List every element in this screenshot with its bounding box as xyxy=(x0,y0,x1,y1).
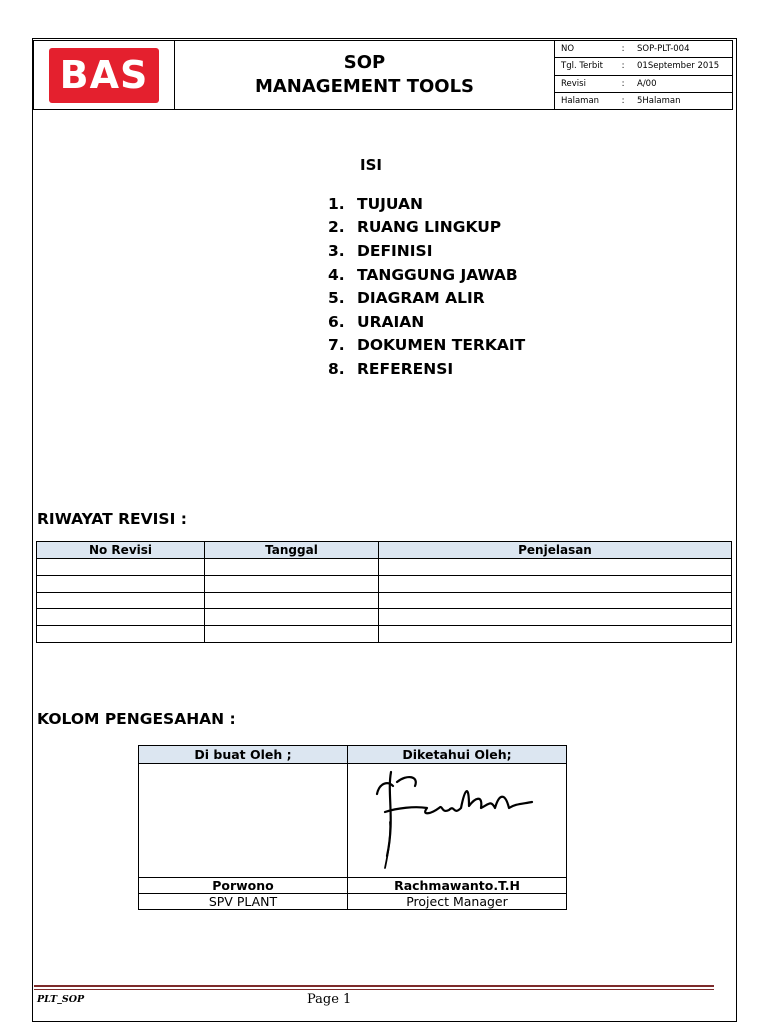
toc-item-tanggung-jawab xyxy=(328,263,525,287)
table-cell xyxy=(205,559,379,576)
table-row xyxy=(37,559,732,576)
table-cell xyxy=(205,609,379,626)
table-cell xyxy=(379,559,732,576)
page-number: Page 1 xyxy=(307,992,352,1007)
table-cell xyxy=(205,626,379,643)
column-header: No Revisi xyxy=(37,542,205,559)
meta-label: NO xyxy=(561,44,575,55)
company-logo: BAS xyxy=(49,48,159,103)
table-cell xyxy=(37,609,205,626)
table-cell xyxy=(379,626,732,643)
toc-item-tujuan xyxy=(328,192,525,216)
toc-label: REFERENSI xyxy=(357,359,454,378)
meta-label: Tgl. Terbit xyxy=(561,61,603,72)
column-header: Penjelasan xyxy=(379,542,732,559)
toc-label: DOKUMEN TERKAIT xyxy=(357,336,526,355)
creator-role: SPV PLANT xyxy=(139,894,348,910)
toc-title: ISI xyxy=(360,156,382,174)
title-line-1: SOP xyxy=(343,52,386,73)
toc-number: 5. xyxy=(328,289,345,308)
toc-number: 1. xyxy=(328,194,345,213)
table-cell xyxy=(379,575,732,592)
approval-table xyxy=(138,745,567,910)
table-cell xyxy=(205,592,379,609)
toc-item-referensi xyxy=(328,357,525,381)
toc-item-definisi xyxy=(328,239,525,263)
meta-label: Revisi xyxy=(561,78,586,89)
footer-divider xyxy=(34,985,714,990)
column-header: Diketahui Oleh; xyxy=(348,746,567,764)
footer-line xyxy=(34,985,714,987)
signature-cell xyxy=(348,764,567,878)
logo-cell xyxy=(34,41,175,109)
footer-line xyxy=(34,989,714,990)
meta-colon: : xyxy=(621,78,625,89)
toc-label: TANGGUNG JAWAB xyxy=(357,265,518,284)
table-cell xyxy=(37,575,205,592)
toc-item-uraian xyxy=(328,310,525,334)
toc-number: 8. xyxy=(328,359,345,378)
table-cell xyxy=(205,575,379,592)
meta-value: SOP-PLT-004 xyxy=(637,44,690,55)
table-row xyxy=(37,592,732,609)
document-title xyxy=(175,41,555,109)
signature-cell-empty xyxy=(139,764,348,878)
meta-row-date xyxy=(555,58,732,75)
meta-row-revision xyxy=(555,76,732,93)
toc-item-dokumen-terkait xyxy=(328,334,525,358)
approval-heading: KOLOM PENGESAHAN : xyxy=(37,710,236,728)
meta-value: A/00 xyxy=(637,78,657,89)
approver-name: Rachmawanto.T.H xyxy=(348,878,567,894)
meta-value: 01September 2015 xyxy=(637,61,720,72)
revision-table xyxy=(36,541,732,643)
toc-label: RUANG LINGKUP xyxy=(357,218,502,237)
table-row xyxy=(37,609,732,626)
name-row xyxy=(139,878,567,894)
toc-label: URAIAN xyxy=(357,312,425,331)
document-header xyxy=(33,40,733,110)
table-cell xyxy=(379,592,732,609)
toc-item-diagram-alir xyxy=(328,286,525,310)
table-header-row xyxy=(37,542,732,559)
toc-number: 6. xyxy=(328,312,345,331)
handwritten-signature xyxy=(357,764,557,874)
column-header: Tanggal xyxy=(205,542,379,559)
toc-item-ruang-lingkup xyxy=(328,216,525,240)
role-row xyxy=(139,894,567,910)
document-meta xyxy=(555,41,732,109)
toc-number: 4. xyxy=(328,265,345,284)
toc-number: 2. xyxy=(328,218,345,237)
table-header-row xyxy=(139,746,567,764)
table-cell xyxy=(37,559,205,576)
meta-value: 5Halaman xyxy=(637,95,681,106)
footer-code: PLT_SOP xyxy=(37,994,85,1005)
meta-colon: : xyxy=(621,61,625,72)
table-row xyxy=(37,626,732,643)
meta-label: Halaman xyxy=(561,95,600,106)
toc-number: 3. xyxy=(328,241,345,260)
table-cell xyxy=(379,609,732,626)
toc-number: 7. xyxy=(328,336,345,355)
table-cell xyxy=(37,626,205,643)
column-header: Di buat Oleh ; xyxy=(139,746,348,764)
table-row xyxy=(37,575,732,592)
meta-row-pages xyxy=(555,93,732,109)
toc-list xyxy=(328,192,525,381)
table-cell xyxy=(37,592,205,609)
meta-colon: : xyxy=(621,95,625,106)
revision-heading: RIWAYAT REVISI : xyxy=(37,510,187,528)
title-line-2: MANAGEMENT TOOLS xyxy=(254,76,475,97)
toc-label: DEFINISI xyxy=(357,241,433,260)
signature-row xyxy=(139,764,567,878)
creator-name: Porwono xyxy=(139,878,348,894)
meta-colon: : xyxy=(621,44,625,55)
approver-role: Project Manager xyxy=(348,894,567,910)
meta-row-no xyxy=(555,41,732,58)
toc-label: TUJUAN xyxy=(357,194,424,213)
toc-label: DIAGRAM ALIR xyxy=(357,289,485,308)
